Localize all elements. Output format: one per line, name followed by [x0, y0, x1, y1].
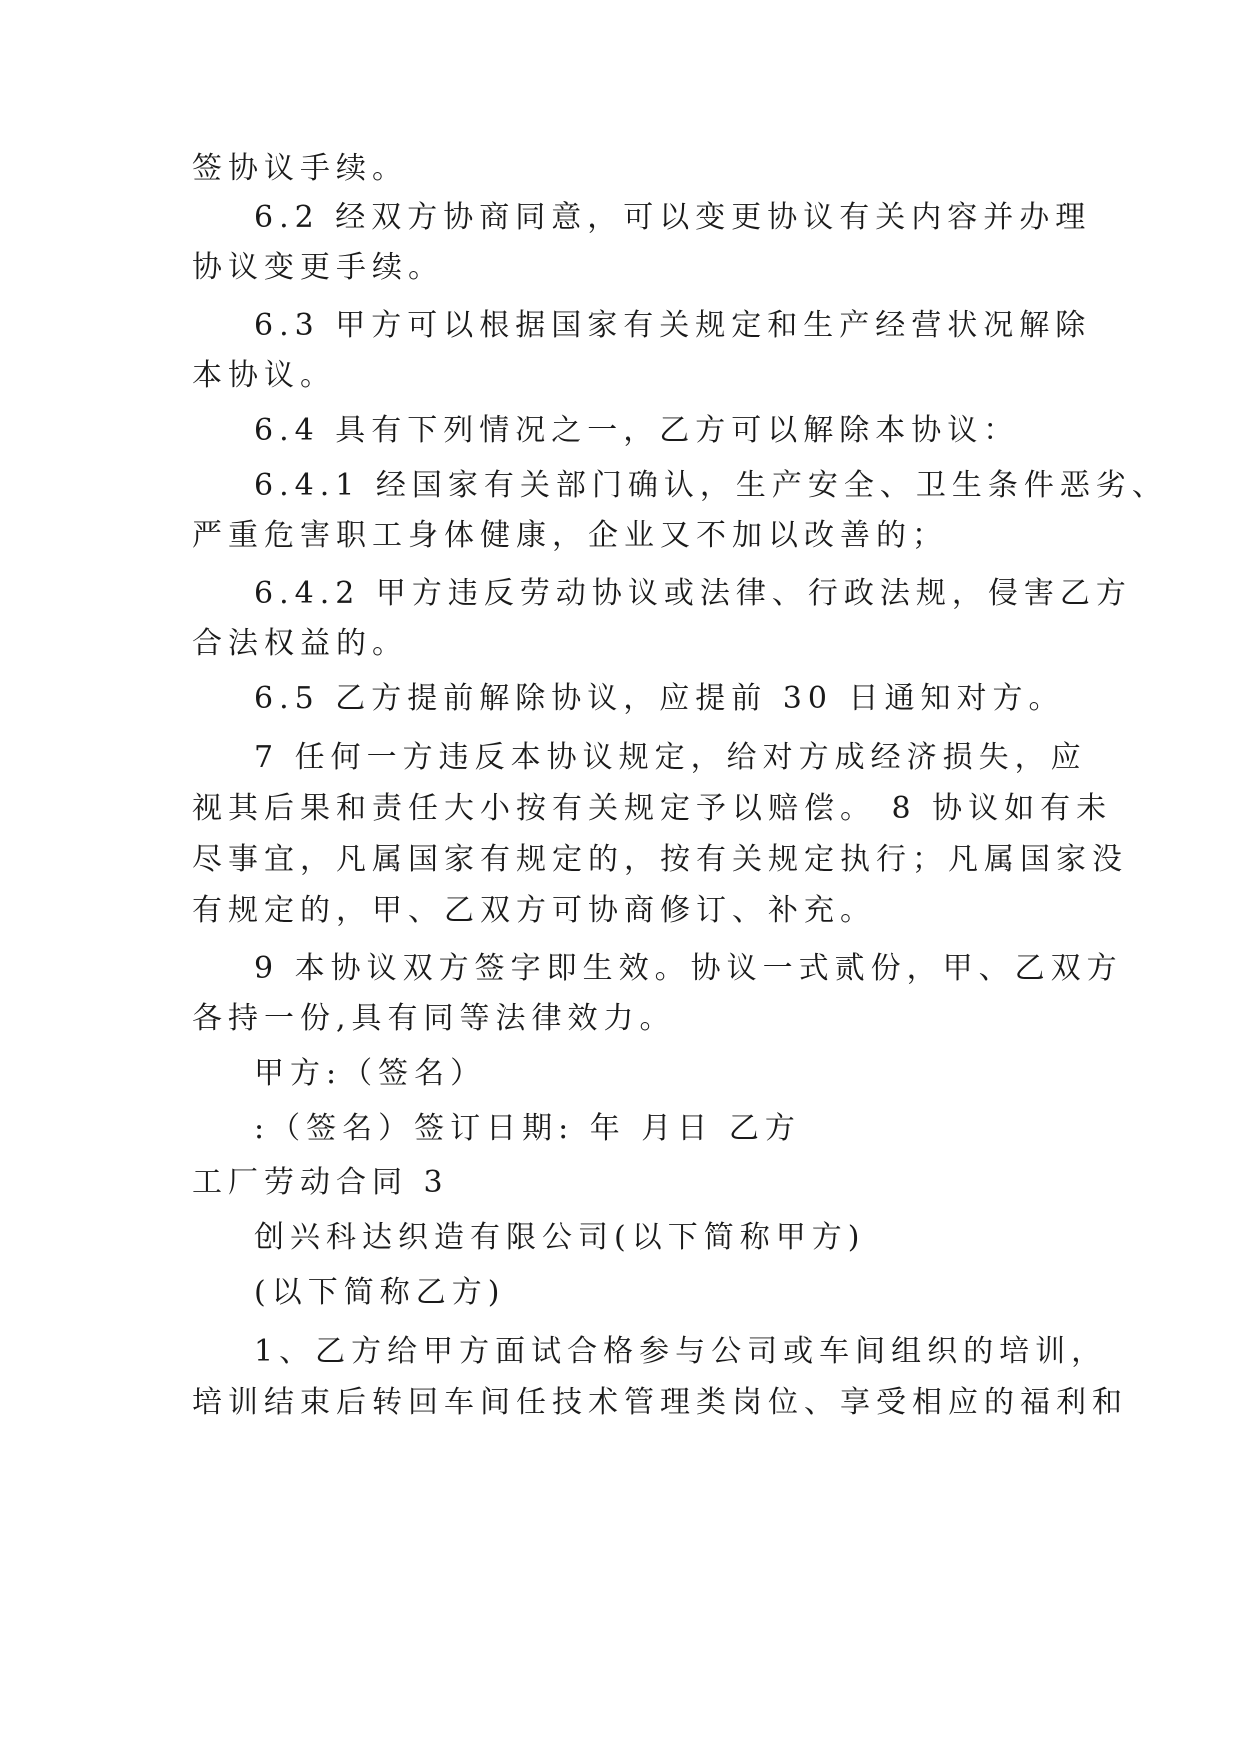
text-line: 工厂劳动合同 3: [192, 1165, 449, 1200]
text-line: 1、乙方给甲方面试合格参与公司或车间组织的培训，: [254, 1334, 1108, 1369]
text-line: 6.4 具有下列情况之一，乙方可以解除本协议：: [254, 413, 1020, 448]
text-line: 6.2 经双方协商同意，可以变更协议有关内容并办理: [254, 200, 1092, 235]
text-line: (以下简称乙方): [254, 1275, 506, 1310]
text-line: 培训结束后转回车间任技术管理类岗位、享受相应的福利和: [192, 1385, 1128, 1420]
text-line: :（签名）签订日期: 年 月日 乙方: [254, 1111, 801, 1146]
text-line: 协议变更手续。: [192, 250, 444, 285]
text-line: 6.5 乙方提前解除协议，应提前 30 日通知对方。: [254, 681, 1065, 716]
text-line: 严重危害职工身体健康，企业又不加以改善的；: [192, 518, 948, 553]
text-line: 视其后果和责任大小按有关规定予以赔偿。 8 协议如有未: [192, 791, 1113, 826]
text-line: 各持一份,具有同等法律效力。: [192, 1001, 676, 1036]
text-line: 甲方:（签名）: [254, 1056, 487, 1091]
text-line: 7 任何一方违反本协议规定，给对方成经济损失，应: [254, 740, 1087, 775]
text-line: 本协议。: [192, 358, 336, 393]
text-line: 9 本协议双方签字即生效。协议一式贰份，甲、乙双方: [254, 951, 1123, 986]
text-line: 6.3 甲方可以根据国家有关规定和生产经营状况解除: [254, 308, 1092, 343]
text-line: 6.4.2 甲方违反劳动协议或法律、行政法规，侵害乙方: [254, 576, 1132, 611]
text-line: 6.4.1 经国家有关部门确认，生产安全、卫生条件恶劣、: [254, 468, 1168, 503]
text-line: 合法权益的。: [192, 626, 408, 661]
text-line: 尽事宜，凡属国家有规定的，按有关规定执行；凡属国家没: [192, 842, 1128, 877]
text-line: 有规定的，甲、乙双方可协商修订、补充。: [192, 893, 876, 928]
text-line: 签协议手续。: [192, 151, 408, 186]
text-line: 创兴科达织造有限公司(以下简称甲方): [254, 1220, 866, 1255]
